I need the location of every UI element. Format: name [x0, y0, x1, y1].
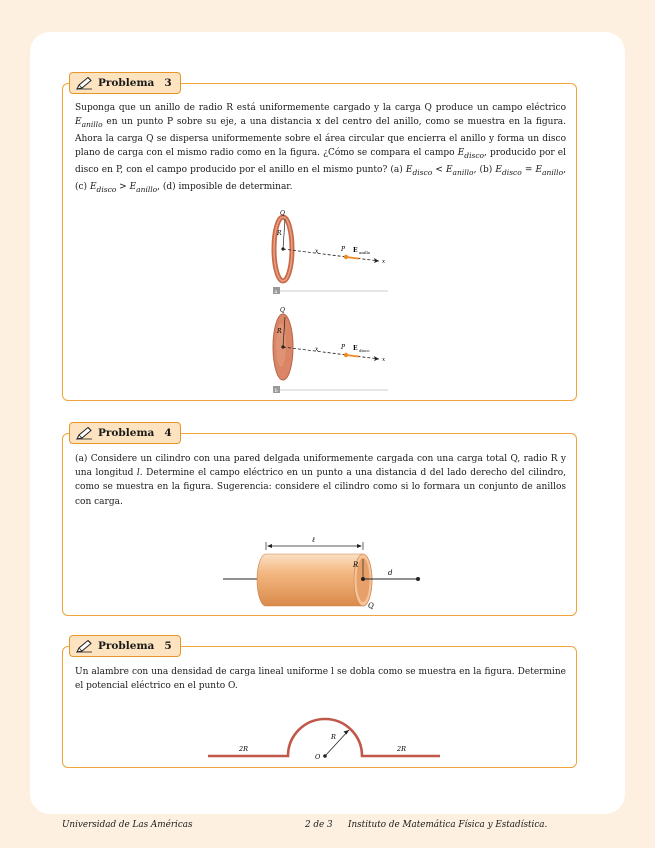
problem-5-label: Problema — [98, 640, 155, 652]
disk-distance-label: x — [315, 346, 319, 353]
disk-charge-label: Q — [280, 307, 285, 314]
left-segment-label: 2R — [239, 745, 249, 753]
footer-institute: Instituto de Matemática Física y Estadística. — [348, 820, 548, 830]
problem-5-number: 5 — [164, 640, 172, 652]
problem-3-number: 3 — [164, 77, 172, 89]
disk-radius-label: R — [277, 328, 282, 335]
problem-4-number: 4 — [164, 427, 172, 439]
field-point — [416, 577, 420, 581]
problem-3-frame — [62, 77, 577, 401]
bent-wire-figure — [203, 710, 443, 762]
problem-4-text: (a) Considere un cilindro con una pared delgada uniformemente cargada con una carga total Q, radio R y una longitud l. Determine el campo eléctrico en un punto a una distancia d del lado derecho del cilindro, como se muestra en la figura. Sugerencia: considere el cilindro como si lo formara un conjunto de anillos con carga. — [75, 454, 567, 507]
wire-center-label: O — [315, 753, 321, 761]
problem-4-frame — [62, 427, 577, 616]
point-o — [323, 754, 327, 758]
panel-a-label: a — [274, 289, 278, 295]
ring-axis-label: x — [382, 259, 386, 265]
ring-diagram — [273, 210, 388, 295]
cylinder-radius-label: R — [353, 561, 359, 569]
pencil-icon — [76, 639, 94, 653]
panel-b-label: b — [274, 388, 278, 394]
problem-4-tag — [69, 422, 181, 444]
ring-field-sub: anillo — [359, 250, 371, 255]
disk-field-label: E — [353, 345, 358, 352]
footer-page-number: 2 de 3 — [305, 820, 333, 830]
ring-field-label: E — [353, 247, 358, 254]
ring-point-label: P — [341, 246, 346, 253]
footer-university: Universidad de Las Américas — [62, 820, 193, 830]
wire-radius-label: R — [331, 733, 336, 741]
problem-5-text: Un alambre con una densidad de carga lineal uniforme l se dobla como se muestra en la figura. Determine el potencial eléctrico en el punto O. — [75, 667, 566, 692]
disk-axis-label: x — [382, 357, 386, 363]
problem-5-tag — [69, 635, 181, 657]
ring-distance-label: x — [315, 248, 319, 255]
cylinder-charge-label: Q — [368, 602, 374, 610]
problem-3-text: Suponga que un anillo de radio R está uniformemente cargado y la carga Q produce un campo eléctrico $E_{anillo}$ en un punto P sobre su eje, a una distancia x del centro del anillo, como se muestra en la figura. Ahora la carga Q se dispersa uniformemente sobre el área circular que encierra el anillo y forma un disco plano de carga con el mismo radio como en la figura. ¿Cómo se compara el campo $E_{disco}$, producido por el disco en P, con el campo producido por el anillo en el mismo punto? (a) $E_{disco} < E_{anillo}$, (b) $E_{disco} = E_{anillo}$, (c) $E_{disco} > E_{anillo}$, (d) imposible de determinar. — [75, 103, 566, 195]
ring-charge-label: Q — [280, 210, 285, 217]
ring-disk-figure — [253, 209, 393, 394]
ring-radius-label: R — [277, 230, 282, 237]
problem-4-label: Problema — [98, 427, 155, 439]
right-segment-label: 2R — [397, 745, 407, 753]
pencil-icon — [76, 76, 94, 90]
cylinder-distance-label: d — [388, 569, 393, 577]
problem-3-tag — [69, 72, 181, 94]
disk-field-sub: disco — [359, 348, 370, 353]
cylinder-figure — [218, 534, 438, 614]
disk-diagram — [273, 307, 388, 394]
cylinder-length-label: ℓ — [312, 536, 315, 544]
problem-5-frame — [62, 640, 577, 768]
disk-point-label: P — [341, 344, 346, 351]
problem-3-label: Problema — [98, 77, 155, 89]
pencil-icon — [76, 426, 94, 440]
